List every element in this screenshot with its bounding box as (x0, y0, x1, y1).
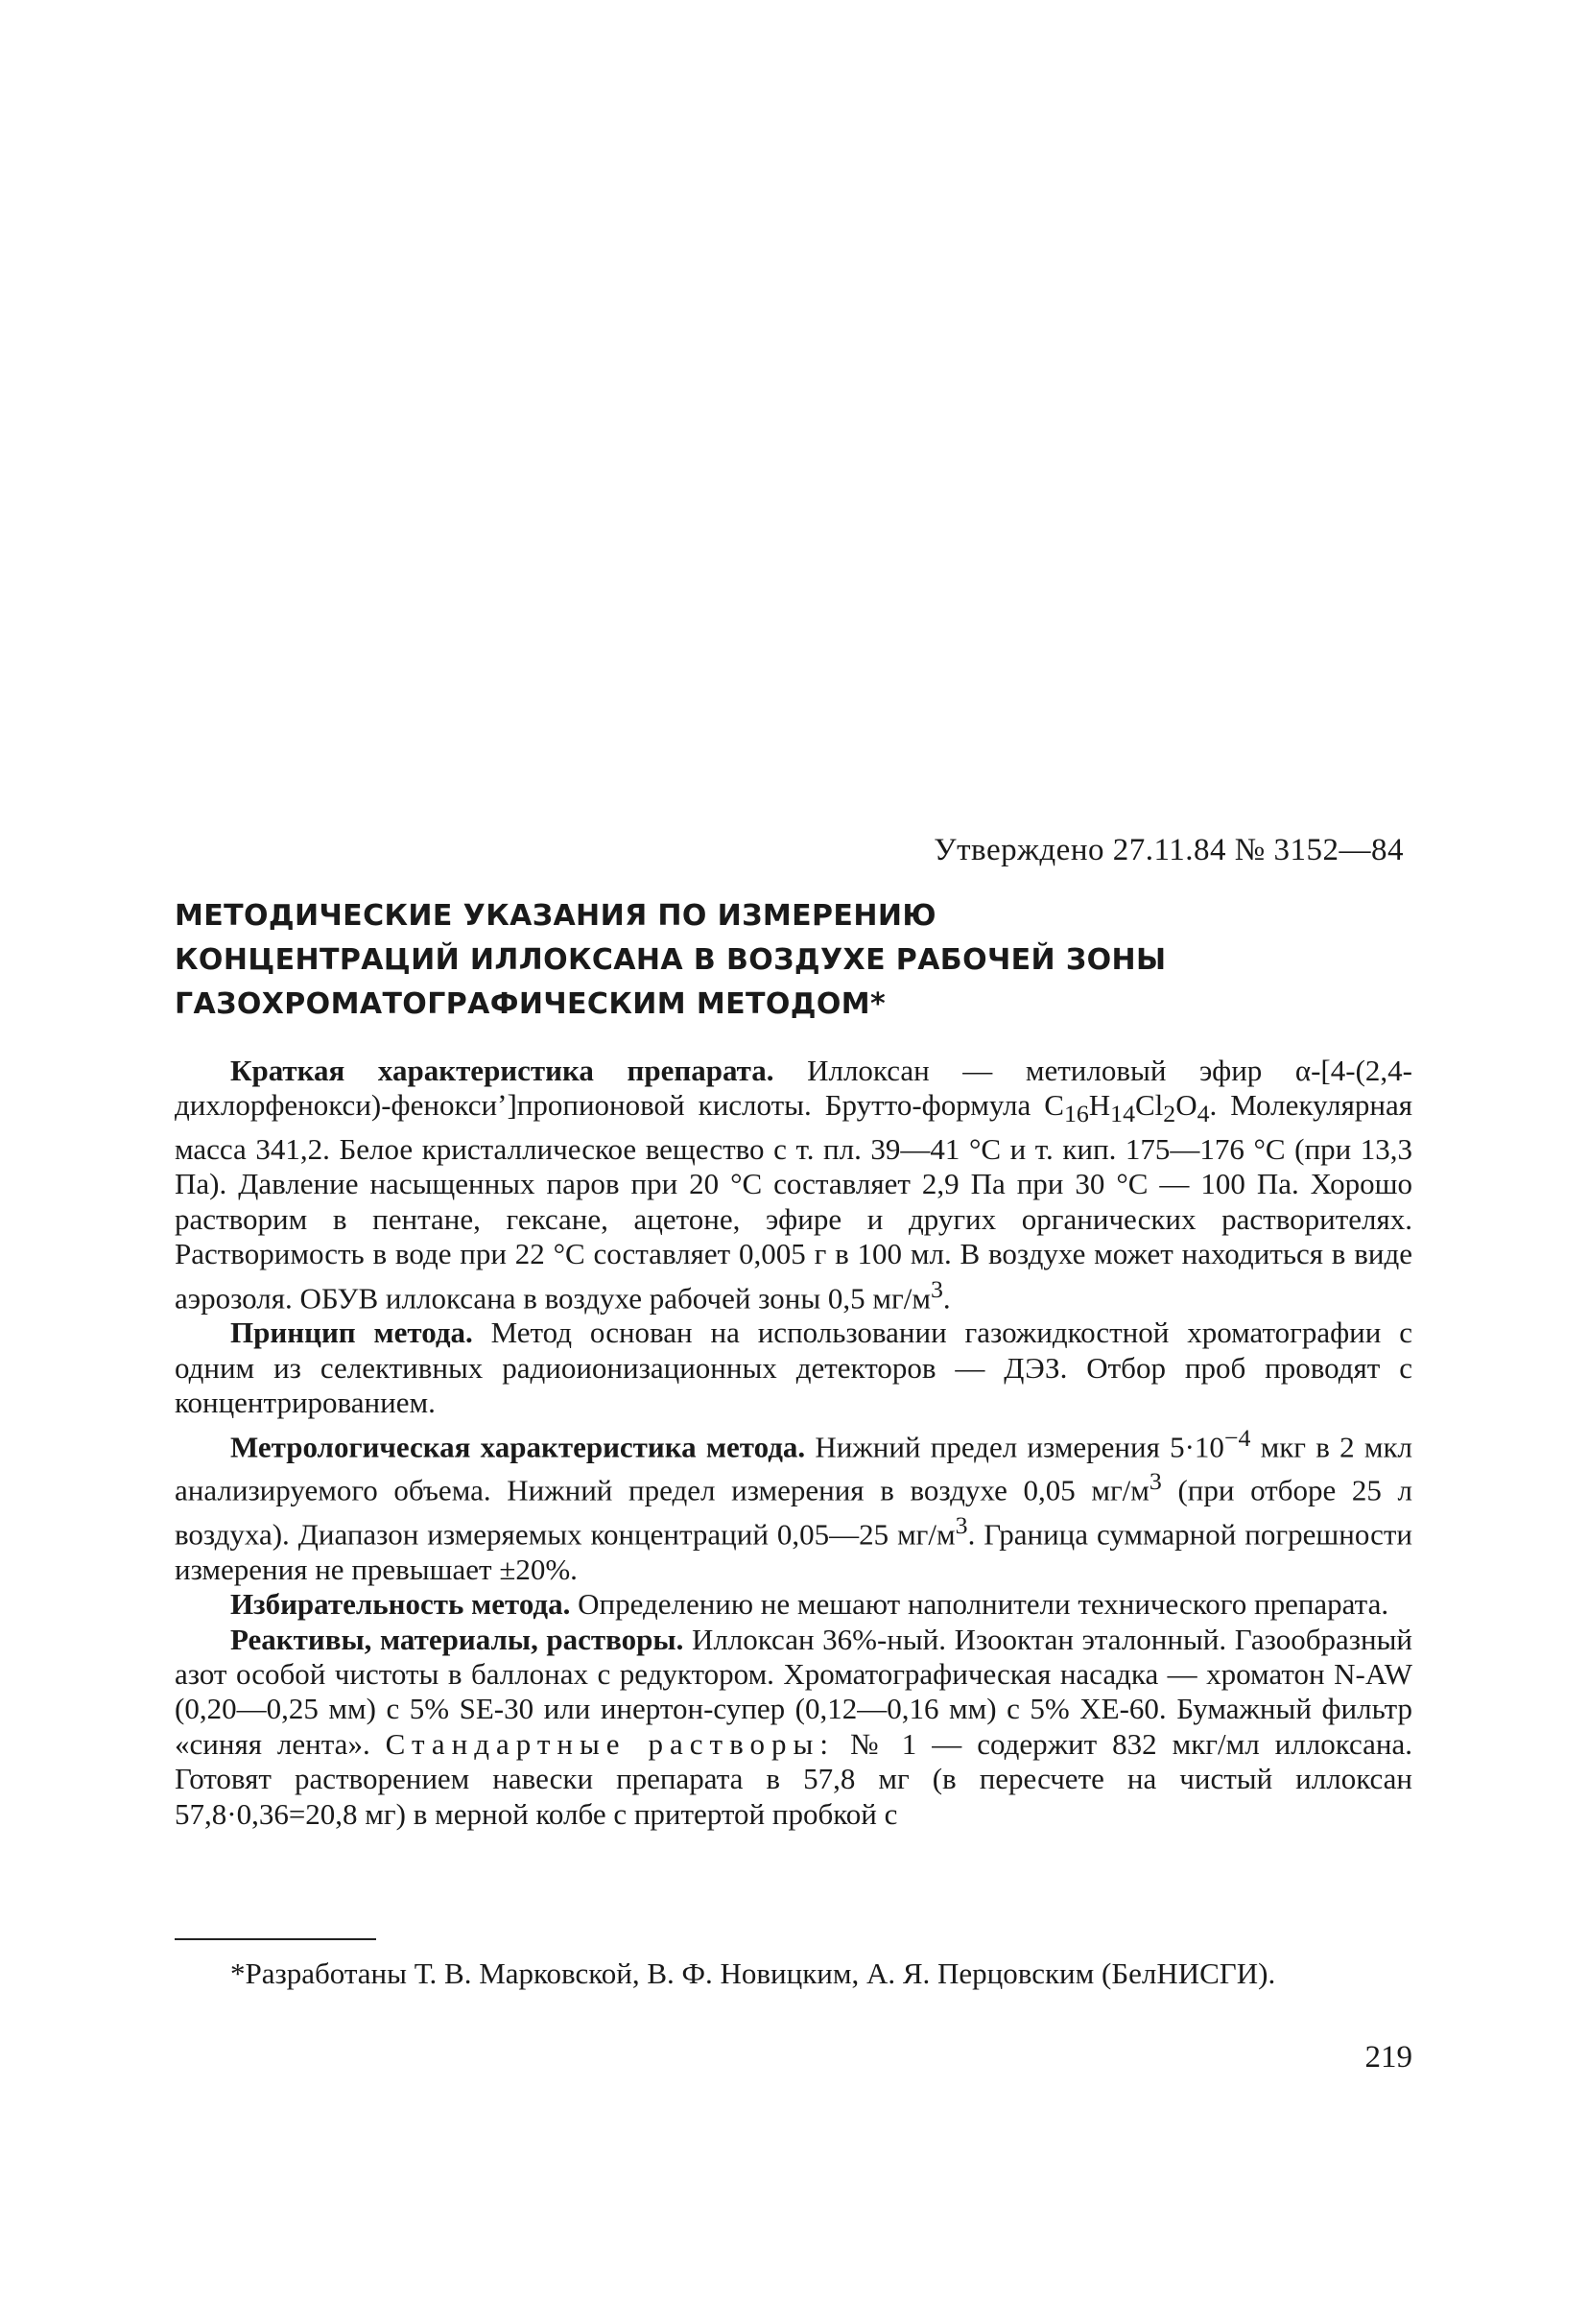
paragraph-text: Определению не мешают наполнители технического препарата. (570, 1587, 1389, 1622)
paragraph-text: Метод основан на использовании газожидкостной хроматографии с одним из селективных радиоионизационных детекторов — ДЭЗ. Отбор проб проводят с концентрированием. (175, 1316, 1412, 1420)
paragraph-reagents (175, 1623, 1412, 1832)
approval-note: Утверждено 27.11.84 № 3152—84 (934, 833, 1404, 867)
paragraph-metrology (175, 1421, 1412, 1588)
paragraph-lead: Краткая характеристика препарата. (230, 1054, 774, 1087)
paragraph-text: . Граница суммарной погрешности измерения не превышает ±20%. (175, 1517, 1412, 1586)
paragraph-lead: Избирательность метода. (230, 1587, 571, 1622)
paragraph-lead: Метрологическая характеристика метода. (230, 1429, 806, 1463)
paragraph-lead: Реактивы, материалы, растворы. (230, 1622, 684, 1656)
formula-text: O (1175, 1088, 1197, 1123)
unit-superscript: 3 (1149, 1467, 1162, 1496)
paragraph-lead: Принцип метода. (230, 1316, 473, 1350)
footnote: *Разработаны Т. В. Марковской, В. Ф. Новицким, А. Я. Перцовским (БелНИСГИ). (230, 1956, 1276, 1990)
document-title (175, 894, 1441, 1027)
paragraph-text: мкг в 2 мкл анализируемого объема. Нижний предел измерения в воздухе 0,05 мг/м (175, 1429, 1412, 1507)
paragraph-text: . Молекулярная масса 341,2. Белое кристаллическое вещество с т. пл. 39—41 °С и т. кип. 175—176 °С (при 13,3 Па). Давление насыщенных паров при 20 °С составляет 2,9 Па при 30 °С — 100 Па. Хорошо растворим в пентане, гексане, ацетоне, эфире и других органических растворителях. Растворимость в воде при 22 °С составляет 0,005 г в 100 мл. В воздухе может находиться в виде аэрозоля. ОБУВ иллоксана в воздухе рабочей зоны 0,5 мг/м (175, 1088, 1412, 1315)
title-line-1: МЕТОДИЧЕСКИЕ УКАЗАНИЯ ПО ИЗМЕРЕНИЮ (175, 899, 936, 933)
formula-subscript: 14 (1110, 1100, 1135, 1128)
formula-text: Cl (1134, 1088, 1164, 1123)
title-line-2: КОНЦЕНТРАЦИЙ ИЛЛОКСАНА В ВОЗДУХЕ РАБОЧЕЙ ЗОНЫ (175, 943, 1167, 977)
exponent-superscript: −4 (1223, 1423, 1251, 1452)
paragraph-text: (при отборе 25 л воздуха). Диапазон измеряемых концентраций 0,05—25 мг/м (175, 1473, 1412, 1552)
unit-superscript: 3 (955, 1511, 968, 1540)
paragraph-text: № 1 — содержит 832 мкг/мл иллоксана. Готовят растворением навески препарата в 57,8 мг (в пересчете на чистый иллоксан 57,8·0,36=20,8 мг) в мерной колбе с притертой пробкой с (175, 1726, 1412, 1831)
paragraph-text: Иллоксан — метиловый эфир α-[4-(2,4-дихлорфенокси)-феноксиʼ]пропионовой кислоты. Брутто-формула C (175, 1054, 1412, 1123)
unit-superscript: 3 (930, 1274, 943, 1303)
formula-subscript: 16 (1063, 1100, 1089, 1128)
formula-subscript: 2 (1163, 1100, 1176, 1128)
paragraph-text: Иллоксан 36%-ный. Изооктан эталонный. Газообразный азот особой чистоты в баллонах с редуктором. Хроматографическая насадка — хроматон N-AW (0,20—0,25 мм) с 5% SE-30 или инертон-супер (0,12—0,16 мм) с 5% XE-60. Бумажный фильтр «синяя лента». (175, 1622, 1412, 1761)
paragraph-selectivity (175, 1587, 1412, 1622)
document-body (175, 1054, 1412, 1832)
paragraph-brief-characteristic (175, 1054, 1412, 1316)
formula-text: H (1088, 1088, 1111, 1123)
paragraph-text: Нижний предел измерения 5·10 (805, 1429, 1224, 1463)
paragraph-method-principle (175, 1316, 1412, 1420)
formula-subscript: 4 (1197, 1100, 1210, 1128)
paragraph-text: . (942, 1280, 951, 1315)
title-line-3: ГАЗОХРОМАТОГРАФИЧЕСКИМ МЕТОДОМ* (175, 987, 887, 1021)
page-number: 219 (1364, 2040, 1412, 2075)
footnote-divider (175, 1938, 376, 1940)
spaced-heading: Стандартные растворы: (385, 1726, 835, 1761)
